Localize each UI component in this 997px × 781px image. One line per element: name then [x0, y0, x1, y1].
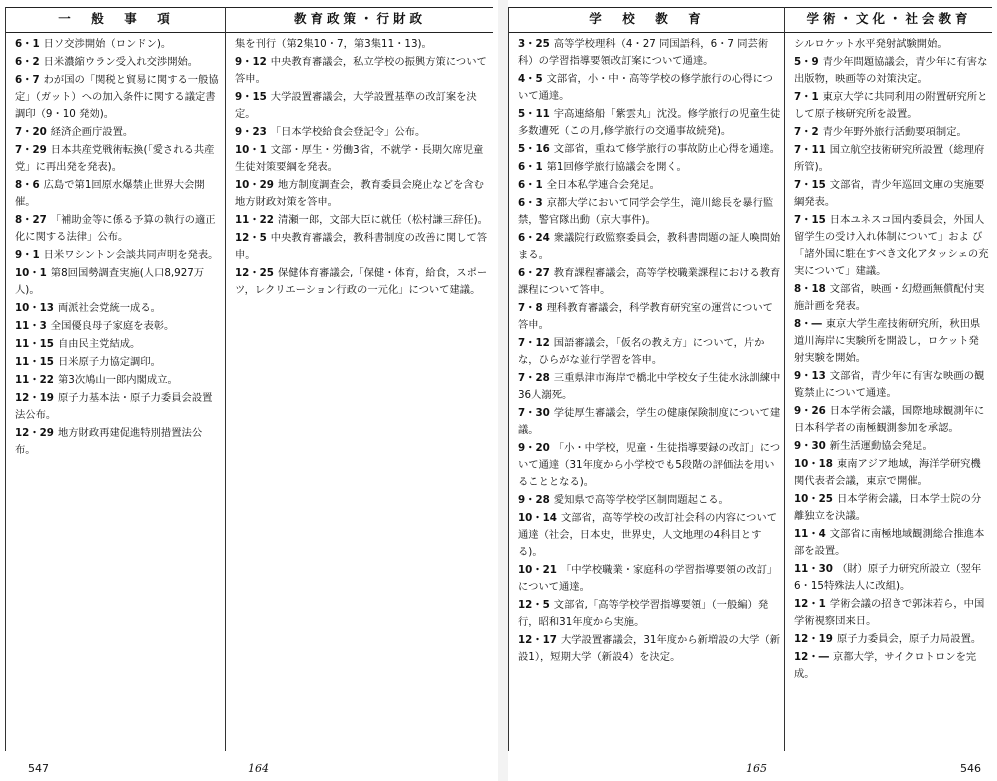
entry-date: 6・7	[15, 74, 40, 86]
entry-date: 7・15	[794, 179, 826, 191]
entry-date: 4・5	[518, 73, 543, 85]
chronology-entry	[792, 596, 989, 630]
chronology-entry	[13, 177, 222, 211]
entry-date: 11・22	[15, 374, 54, 386]
entry-date: 10・18	[794, 458, 833, 470]
chronology-entry	[13, 318, 222, 335]
entry-date: 12・19	[794, 633, 833, 645]
entry-date: 12・5	[518, 599, 550, 611]
entry-text: 地方制度調査会，教育委員会廃止などを含む地方財政対策を答申。	[235, 179, 484, 208]
column-academic-culture	[784, 7, 993, 751]
chronology-entry	[13, 354, 222, 371]
chronology-entry	[516, 300, 781, 334]
chronology-entry	[13, 142, 222, 176]
chronology-entry	[13, 247, 222, 264]
entry-date: 10・1	[15, 267, 47, 279]
entry-date: 10・14	[518, 512, 557, 524]
entry-text: 「中学校職業・家庭科の学習指導要領の改訂」について通達。	[518, 564, 778, 593]
column-general-affairs	[5, 7, 226, 751]
column-header: 学術・文化・社会教育	[806, 11, 972, 26]
entry-date: 8・―	[794, 318, 822, 330]
entry-text: 原子力基本法・原子力委員会設置法公布。	[15, 392, 213, 421]
page-number-right-inner: 165	[746, 762, 767, 775]
entry-date: 9・30	[794, 440, 826, 452]
entry-date: 12・25	[235, 267, 274, 279]
entry-date: 11・4	[794, 528, 826, 540]
chronology-entry	[516, 335, 781, 369]
entry-date: 6・1	[15, 38, 40, 50]
chronology-entry	[792, 403, 989, 437]
chronology-entry	[516, 510, 781, 561]
entry-text: 日本ユネスコ国内委員会，外国人留学生の受け入れ体制について」およ び「諸外国に駐在すべき文化アタッシェの充実について」建議。	[794, 214, 989, 277]
entry-date: 10・1	[235, 144, 267, 156]
entry-date: 10・25	[794, 493, 833, 505]
entry-date: 6・1	[518, 161, 543, 173]
chronology-entry	[516, 71, 781, 105]
entry-text: 日米濃縮ウラン受入れ交渉開始。	[43, 56, 199, 68]
chronology-entry	[792, 177, 989, 211]
entry-text: 理科教育審議会，科学教育研究室の運営について答申。	[518, 302, 773, 331]
entry-text: （財）原子力研究所設立（翌年6・15特殊法人に改組)。	[794, 563, 982, 592]
entry-text: 国語審議会，「仮名の教え方」について，片かな，ひらがな並行学習を答申。	[518, 337, 765, 366]
entry-text: 文部省，映画・幻燈画無償配付実施計画を発表。	[794, 283, 985, 312]
entry-text: 日本学術会議，日本学士院の分離独立を決議。	[794, 493, 982, 522]
chronology-entry	[516, 195, 781, 229]
entry-text: わが国の「関税と貿易に関する一般協定」（ガット）への加入条件に関する議定書調印（9・10 発効)。	[15, 74, 219, 120]
chronology-entry	[516, 370, 781, 404]
chronology-entry	[792, 316, 989, 367]
entry-text: 中央教育審議会，教科書制度の改善に関して答申。	[235, 232, 488, 261]
entry-date: 9・28	[518, 494, 550, 506]
entry-list	[785, 31, 993, 683]
entry-date: 7・30	[518, 407, 550, 419]
entry-text: 文部省，青少年巡回文庫の実施要綱発表。	[794, 179, 985, 208]
chronology-entry	[13, 212, 222, 246]
entry-date: 7・29	[15, 144, 47, 156]
entry-text: 学徒厚生審議会，学生の健康保険制度について建議。	[518, 407, 781, 436]
entry-date: 6・24	[518, 232, 550, 244]
entry-list	[226, 31, 494, 299]
chronology-entry	[792, 281, 989, 315]
entry-date: 11・30	[794, 563, 833, 575]
entry-text: 文部省，青少年に有害な映画の観覧禁止について通達。	[794, 370, 985, 399]
chronology-entry	[233, 265, 490, 299]
entry-date: 11・15	[15, 338, 54, 350]
chronology-entry	[516, 141, 781, 158]
entry-date: 7・28	[518, 372, 550, 384]
chronology-entry	[13, 54, 222, 71]
entry-text: 文部・厚生・労働3省，不就学・長期欠席児童生徒対策要綱を発表。	[235, 144, 484, 173]
entry-text: 宇高連絡船「紫雲丸」沈没。修学旅行の児童生徒多数遭死（この月,修学旅行の交通事故続発)。	[518, 108, 781, 137]
chronology-entry	[516, 405, 781, 439]
chronology-entry	[792, 631, 989, 648]
entry-text: 「補助金等に係る予算の執行の適正化に関する法律」公布。	[15, 214, 216, 243]
entry-date: 11・3	[15, 320, 47, 332]
entry-date: 11・15	[15, 356, 54, 368]
chronology-entry	[13, 390, 222, 424]
entry-text: 青少年問題協議会，青少年に有害な出版物，映画等の対策決定。	[794, 56, 988, 85]
entry-date: 7・2	[794, 126, 819, 138]
entry-text: 文部省に南極地域観測総合推進本部を設置。	[794, 528, 985, 557]
chronology-entry	[792, 89, 989, 123]
entry-text: 衆議院行政監察委員会，教科書問題の証人喚問始まる。	[518, 232, 781, 261]
entry-text: 愛知県で高等学校学区制問題起こる。	[553, 494, 729, 506]
entry-text: 高等学校理科（4・27 同国語科，6・7 同芸術科）の学習指導要領改訂案について通達。	[518, 38, 769, 67]
entry-text: 文部省，高等学校の改訂社会科の内容について通達（社会，日本史，世界史，人文地理の4科目とする)。	[518, 512, 777, 558]
chronology-entry	[516, 177, 781, 194]
entry-text: 経済企画庁設置。	[50, 126, 134, 138]
entry-date: 6・3	[518, 197, 543, 209]
chronology-entry	[13, 72, 222, 123]
entry-date: 12・5	[235, 232, 267, 244]
chronology-entry	[792, 124, 989, 141]
entry-date: 7・1	[794, 91, 819, 103]
entry-date: 7・15	[794, 214, 826, 226]
chronology-entry	[516, 230, 781, 264]
entry-date: 12・17	[518, 634, 557, 646]
entry-list	[6, 31, 226, 459]
entry-date: 12・29	[15, 427, 54, 439]
chronology-entry	[13, 425, 222, 459]
entry-text: 日米ワシントン会談共同声明を発表。	[43, 249, 219, 261]
chronology-entry	[516, 106, 781, 140]
entry-text: 地方財政再建促進特別措置法公布。	[15, 427, 203, 456]
entry-text: 第3次鳩山一郎内閣成立。	[57, 374, 178, 386]
chronology-entry	[516, 440, 781, 491]
entry-text: 文部省，小・中・高等学校の修学旅行の心得について通達。	[518, 73, 773, 102]
entry-text: 全国優良母子家庭を表彰。	[50, 320, 175, 332]
entry-text: 青少年野外旅行活動要項制定。	[822, 126, 967, 138]
entry-text: 日ソ交渉開始（ロンドン)。	[43, 38, 172, 50]
entry-date: 6・1	[518, 179, 543, 191]
entry-date: 10・13	[15, 302, 54, 314]
entry-text: 原子力委員会，原子力局設置。	[836, 633, 982, 645]
entry-text: 「日本学校給食会登記令」公布。	[270, 126, 426, 138]
entry-text: 日本共産党戦術転換(「愛される共産党」に再出発を発表)。	[15, 144, 215, 173]
chronology-entry	[233, 124, 490, 141]
chronology-entry	[13, 300, 222, 317]
entry-text: 日本学術会議，国際地球観測年に日本科学者の南極観測参加を承認。	[794, 405, 985, 434]
entry-date: 6・2	[15, 56, 40, 68]
entry-text: 文部省，重ねて修学旅行の事故防止心得を通達。	[553, 143, 781, 155]
chronology-entry	[792, 526, 989, 560]
chronology-entry	[792, 456, 989, 490]
entry-text: 両派社会党統一成る。	[57, 302, 161, 314]
entry-date: 9・12	[235, 56, 267, 68]
entry-text: 東南アジア地域，海洋学研究機関代表者会議，東京で開催。	[794, 458, 981, 487]
chronology-entry	[792, 142, 989, 176]
chronology-entry	[233, 177, 490, 211]
entry-text: 東京大学に共同利用の附置研究所として原子核研究所を設置。	[794, 91, 988, 120]
chronology-entry	[792, 561, 989, 595]
page-number-right-outer: 546	[960, 762, 981, 775]
column-header: 教育政策・行財政	[293, 11, 426, 26]
chronology-entry	[13, 265, 222, 299]
entry-text: 中央教育審議会，私立学校の振興方策について答申。	[235, 56, 487, 85]
entry-date: 9・15	[235, 91, 267, 103]
binding-gutter	[498, 0, 508, 781]
entry-date: 7・8	[518, 302, 543, 314]
chronology-entry	[792, 368, 989, 402]
chronology-entry	[13, 36, 222, 53]
entry-text: 京都大学において同学会学生，滝川総長を暴行監禁，警官隊出動（京大事件)。	[518, 197, 774, 226]
entry-date: 6・27	[518, 267, 550, 279]
column-header: 学 校 教 育	[589, 11, 705, 26]
chronology-entry	[233, 212, 490, 229]
chronology-entry	[233, 89, 490, 123]
chronology-entry	[516, 265, 781, 299]
column-school-education	[508, 7, 785, 751]
entry-date: 12・1	[794, 598, 826, 610]
chronology-entry	[233, 230, 490, 264]
entry-date: 10・29	[235, 179, 274, 191]
chronology-entry	[13, 124, 222, 141]
entry-text: 三重県津市海岸で橋北中学校女子生徒水泳訓練中36人溺死。	[518, 372, 781, 401]
entry-date: 9・26	[794, 405, 826, 417]
chronology-entry	[233, 36, 490, 53]
entry-date: 3・25	[518, 38, 550, 50]
entry-date: 11・22	[235, 214, 274, 226]
chronology-entry	[792, 54, 989, 88]
entry-text: 東京大学生産技術研究所，秋田県道川海岸に実験所を開設し，ロケット発射実験を開始。	[794, 318, 981, 364]
chronology-entry	[792, 36, 989, 53]
entry-text: 広島で第1回原水爆禁止世界大会開催。	[15, 179, 205, 208]
entry-text: 第8回国勢調査実施(人口8,927万人)。	[15, 267, 205, 296]
chronology-entry	[516, 492, 781, 509]
entry-text: 大学設置審議会，31年度から新増設の大学（新設1），短期大学（新設4）を決定。	[518, 634, 781, 663]
entry-list	[509, 31, 785, 666]
page-number-left-inner: 164	[248, 762, 269, 775]
entry-date: 10・21	[518, 564, 557, 576]
entry-text: 清瀬一郎，文部大臣に就任（松村謙三辞任)。	[277, 214, 488, 226]
entry-text: 日米原子力協定調印。	[57, 356, 161, 368]
entry-date: 7・11	[794, 144, 826, 156]
entry-text: 自由民主党結成。	[57, 338, 141, 350]
chronology-entry	[792, 491, 989, 525]
entry-date: 8・27	[15, 214, 47, 226]
entry-text: 国立航空技術研究所設置（総理府所管)。	[794, 144, 985, 173]
chronology-entry	[792, 649, 989, 683]
entry-date: 7・20	[15, 126, 47, 138]
entry-date: 9・20	[518, 442, 550, 454]
entry-date: 5・16	[518, 143, 550, 155]
entry-date: 8・18	[794, 283, 826, 295]
chronology-entry	[516, 632, 781, 666]
entry-text: 教育課程審議会，高等学校職業課程における教育課程について答申。	[518, 267, 781, 296]
entry-text: シルロケット水平発射試験開始。	[794, 38, 948, 50]
page-number-left-outer: 547	[28, 762, 49, 775]
entry-text: 文部省,「高等学校学習指導要領」（一般編）発行，昭和31年度から実施。	[518, 599, 769, 628]
entry-text: 全日本私学連合会発足。	[546, 179, 660, 191]
chronology-entry	[13, 336, 222, 353]
entry-text: 集を刊行（第2集10・7，第3集11・13)。	[235, 38, 432, 50]
entry-text: 新生活運動協会発足。	[829, 440, 933, 452]
entry-text: 京都大学，サイクロトロンを完成。	[794, 651, 977, 680]
chronology-entry	[516, 597, 781, 631]
chronology-entry	[516, 36, 781, 70]
chronology-entry	[233, 142, 490, 176]
chronology-entry	[792, 212, 989, 280]
chronology-entry	[233, 54, 490, 88]
entry-date: 12・19	[15, 392, 54, 404]
entry-date: 7・12	[518, 337, 550, 349]
entry-text: 大学設置審議会，大学設置基準の改訂案を決定。	[235, 91, 477, 120]
entry-date: 9・23	[235, 126, 267, 138]
chronology-entry	[792, 438, 989, 455]
entry-text: 第1回修学旅行協議会を開く。	[546, 161, 687, 173]
entry-date: 5・11	[518, 108, 550, 120]
entry-date: 5・9	[794, 56, 819, 68]
chronology-entry	[13, 372, 222, 389]
chronology-entry	[516, 562, 781, 596]
entry-text: 学術会議の招きで郭沫若ら，中国学術視察団来日。	[794, 598, 985, 627]
entry-text: 保健体育審議会,「保健・体育，給食，スポーツ，レクリエーション行政の一元化」について建議。	[235, 267, 488, 296]
entry-date: 8・6	[15, 179, 40, 191]
entry-date: 9・1	[15, 249, 40, 261]
entry-text: 「小・中学校，児童・生徒指導要録の改訂」について通達（31年度から小学校でも5段階の評価法を用いることとなる)。	[518, 442, 781, 488]
entry-date: 12・―	[794, 651, 829, 663]
entry-date: 9・13	[794, 370, 826, 382]
column-header: 一 般 事 項	[58, 11, 174, 26]
chronology-entry	[516, 159, 781, 176]
column-education-policy	[225, 7, 494, 751]
